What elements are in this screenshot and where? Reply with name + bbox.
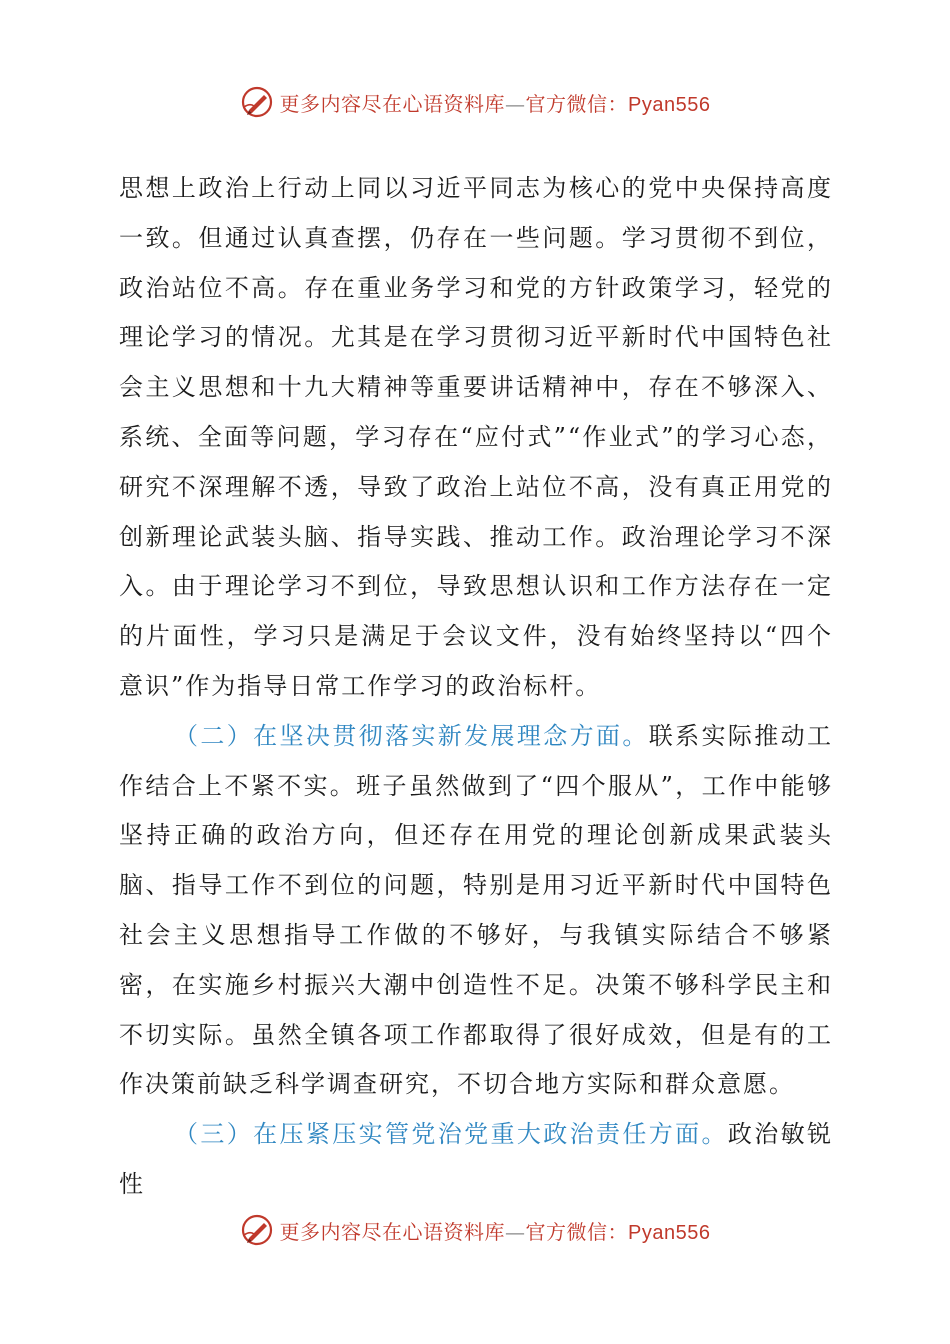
section-heading-2: （二）在坚决贯彻落实新发展理念方面。 <box>174 721 649 750</box>
paragraph-2 <box>119 712 833 1110</box>
paragraph-1 <box>119 164 833 712</box>
watermark-dash: — <box>505 1219 526 1244</box>
pen-logo-icon <box>240 85 274 119</box>
watermark-wechat-label: 官方微信： <box>525 1219 629 1244</box>
watermark-dash: — <box>505 91 526 116</box>
section-heading-3: （三）在压紧压实管党治党重大政治责任方面。 <box>174 1120 728 1149</box>
document-body <box>119 164 833 1210</box>
watermark-cn-text: 更多内容尽在心语资料库 <box>279 1219 506 1244</box>
paragraph-3-body: 政治敏锐性 <box>119 1120 833 1198</box>
watermark-wechat-label: 官方微信： <box>525 91 629 116</box>
paragraph-1-body: 思想上政治上行动上同以习近平同志为核心的党中央保持高度一致。但通过认真查摆，仍存在一些问题。学习贯彻不到位，政治站位不高。存在重业务学习和党的方针政策学习，轻党的理论学习的情况。尤其是在学习贯彻习近平新时代中国特色社会主义思想和十九大精神等重要讲话精神中，存在不够深入、系统、全面等问题，学习存在“应付式”“作业式”的学习心态，研究不深理解不透，导致了政治上站位不高，没有真正用党的创新理论武装头脑、指导实践、推动工作。政治理论学习不深入。由于理论学习不到位，导致思想认识和工作方法存在一定的片面性，学习只是满足于会议文件，没有始终坚持以“四个意识”作为指导日常工作学习的政治标杆。 <box>119 174 833 700</box>
footer-watermark <box>0 1210 950 1250</box>
watermark-wechat-id: Pyan556 <box>628 93 711 116</box>
header-watermark <box>0 82 950 122</box>
paragraph-2-body: 联系实际推动工作结合上不紧不实。班子虽然做到了“四个服从”，工作中能够坚持正确的政治方向，但还存在用党的理论创新成果武装头脑、指导工作不到位的问题，特别是用习近平新时代中国特色社会主义思想指导工作做的不够好，与我镇实际结合不够紧密，在实施乡村振兴大潮中创造性不足。决策不够科学民主和不切实际。虽然全镇各项工作都取得了很好成效，但是有的工作决策前缺乏科学调查研究，不切合地方实际和群众意愿。 <box>119 721 833 1099</box>
watermark-cn-text: 更多内容尽在心语资料库 <box>279 91 506 116</box>
paragraph-3 <box>119 1110 833 1210</box>
pen-logo-icon <box>240 1213 274 1247</box>
watermark-text <box>280 1216 711 1245</box>
watermark-text <box>280 88 711 117</box>
watermark-wechat-id: Pyan556 <box>628 1221 711 1244</box>
